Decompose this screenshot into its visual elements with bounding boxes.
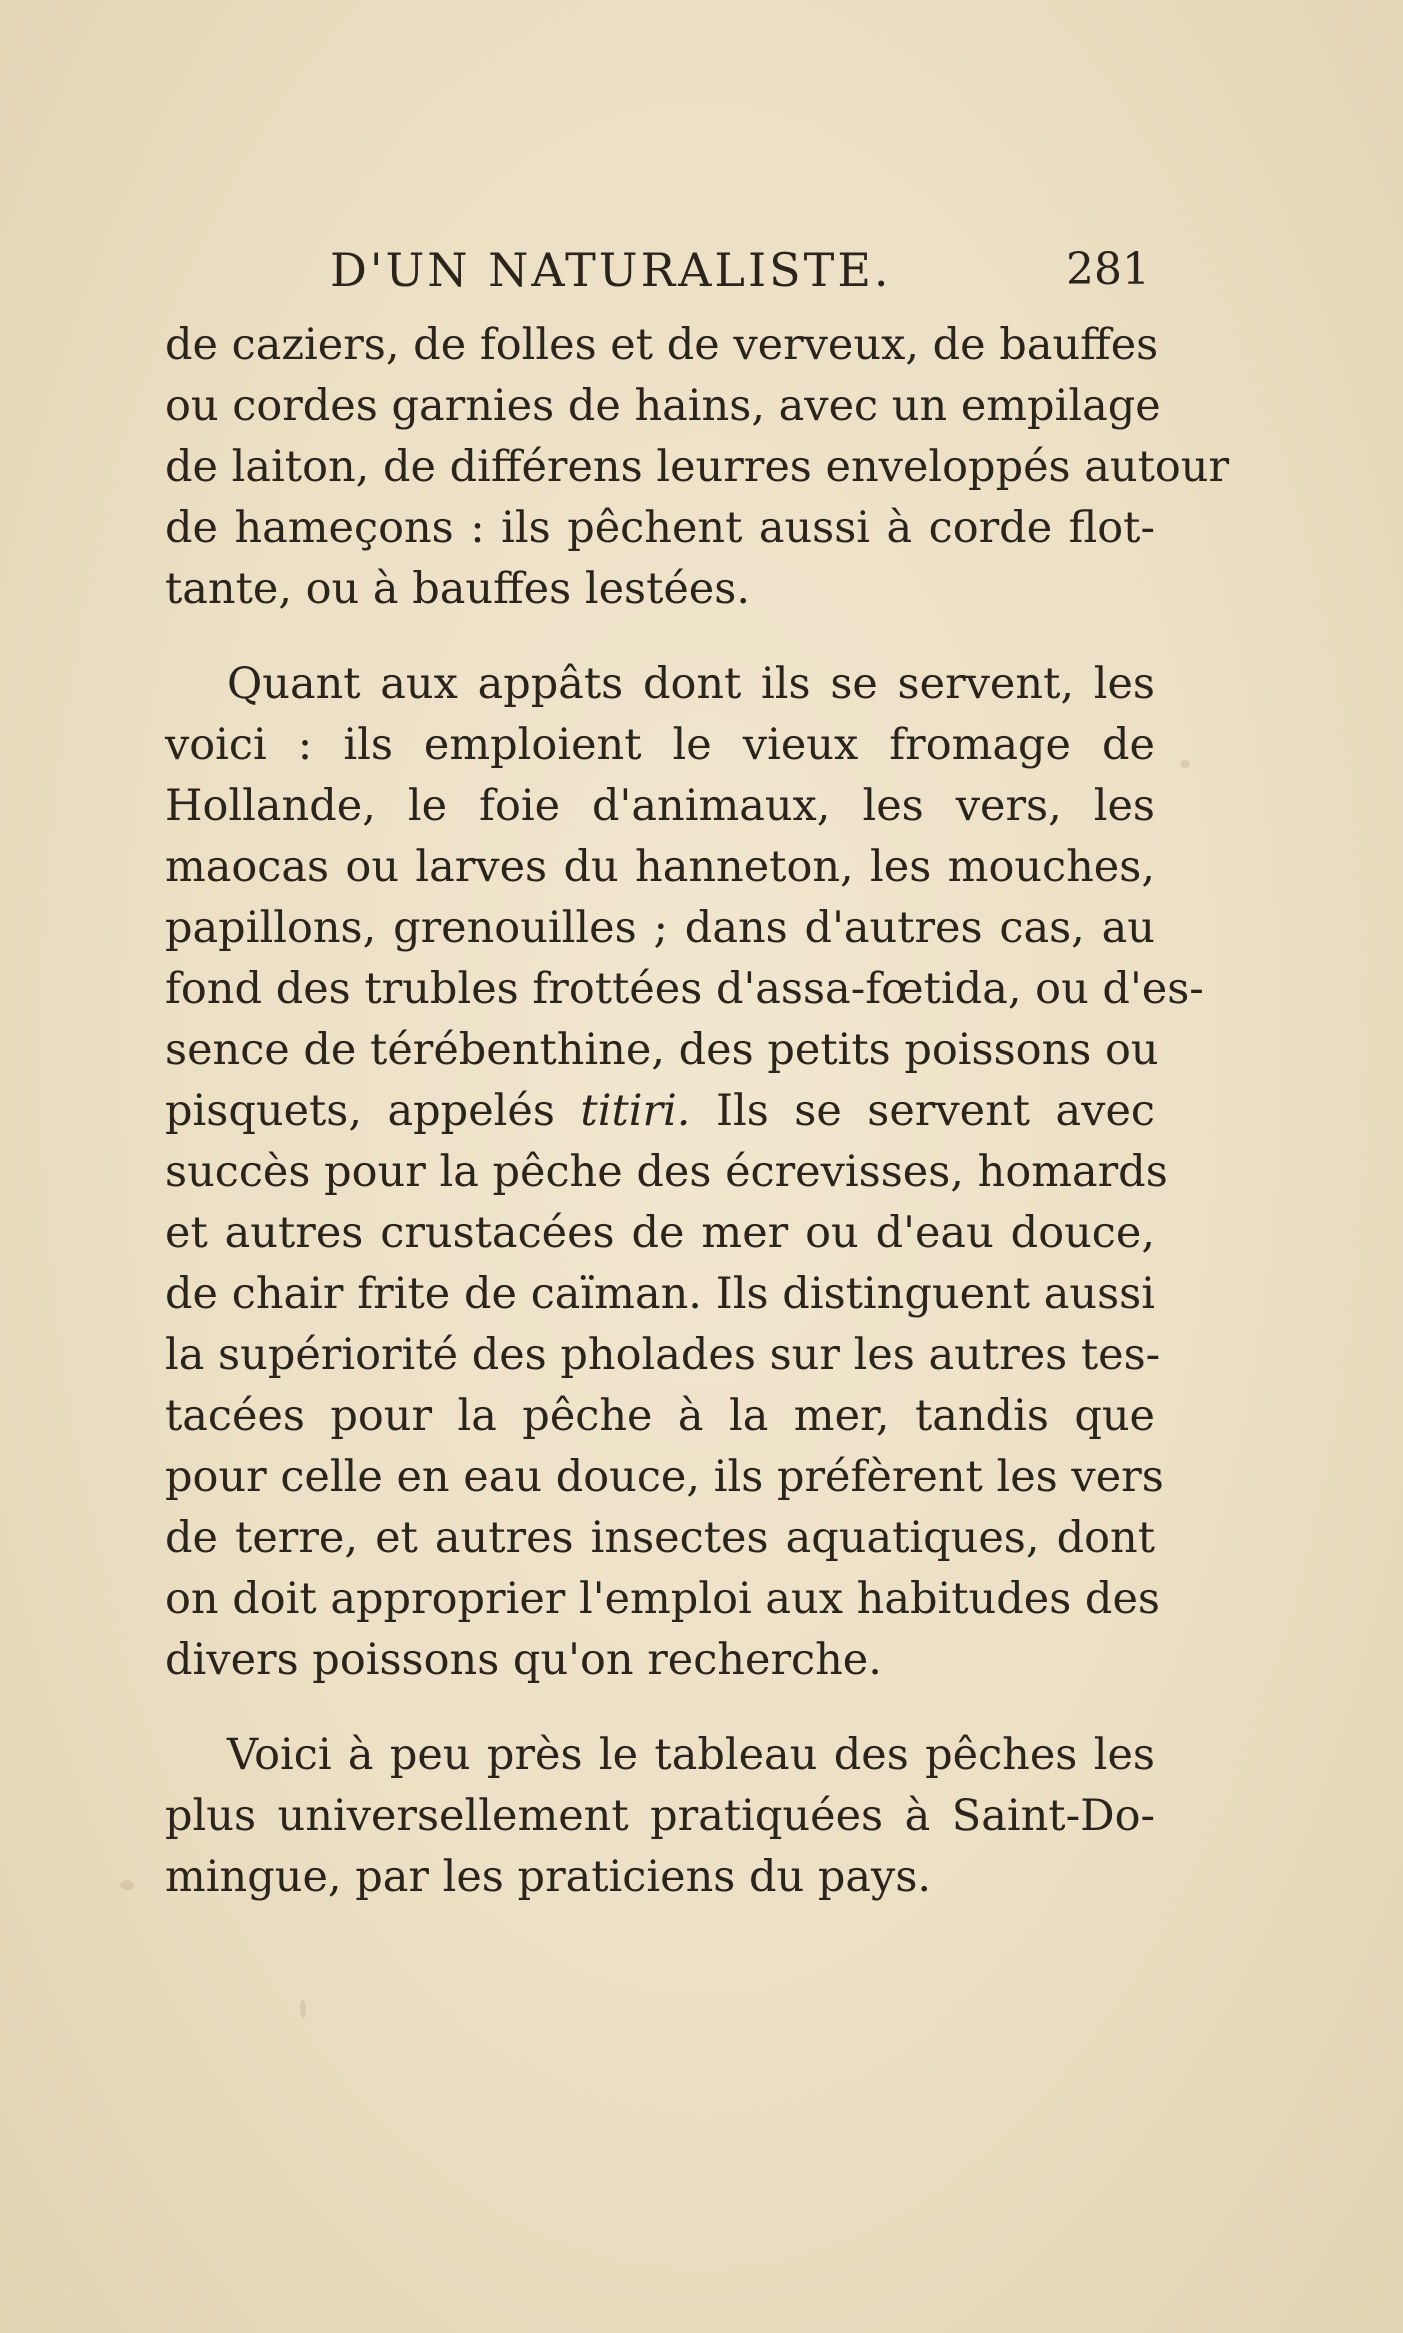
text-line: plus universellement pratiquées à Saint-Do- [165,1791,1155,1841]
text-line: Hollande, le foie d'animaux, les vers, les [165,781,1155,831]
text-line: tacées pour la pêche à la mer, tandis que [165,1391,1155,1441]
paragraph-2 [165,654,1204,1691]
text-line: papillons, grenouilles ; dans d'autres cas, au [165,903,1155,953]
italic-term: titiri. [580,1086,691,1136]
paragraph-3 [165,1725,1155,1908]
paper-stain [120,1880,134,1890]
page-number: 281 [1066,244,1150,295]
line-segment: pisquets, appelés [165,1086,555,1136]
page-header [330,240,1150,300]
text-line: de caziers, de folles et de verveux, de bauffes [165,320,1159,370]
running-head: D'UN NATURALISTE. [330,243,892,297]
text-line: Voici à peu près le tableau des pêches les [227,1730,1155,1780]
text-line: voici : ils emploient le vieux fromage de [165,720,1155,770]
text-line: pour celle en eau douce, ils préfèrent les vers [165,1452,1164,1502]
text-line: Quant aux appâts dont ils se servent, les [227,659,1155,709]
text-line: sence de térébenthine, des petits poissons ou [165,1025,1159,1075]
text-line: de hameçons : ils pêchent aussi à corde flot- [165,503,1155,553]
paragraph-1 [165,315,1230,620]
text-line: mingue, par les praticiens du pays. [165,1852,932,1902]
text-line: ou cordes garnies de hains, avec un empilage [165,381,1161,431]
text-line: la supériorité des pholades sur les autres tes- [165,1330,1161,1380]
text-line: succès pour la pêche des écrevisses, homards [165,1147,1168,1197]
body-text [165,315,1230,1908]
text-line: de terre, et autres insectes aquatiques, dont [165,1513,1155,1563]
paper-stain [300,2000,306,2018]
line-segment: Ils se servent avec [715,1086,1155,1136]
text-line: divers poissons qu'on recherche. [165,1635,882,1685]
paper-stain [1180,760,1190,768]
text-line-with-italic [165,1081,1155,1142]
text-line: de chair frite de caïman. Ils distinguent aussi [165,1269,1155,1319]
text-line: de laiton, de différens leurres enveloppés autour [165,442,1230,492]
text-line: et autres crustacées de mer ou d'eau douce, [165,1208,1155,1258]
text-line: maocas ou larves du hanneton, les mouches, [165,842,1155,892]
text-line: on doit approprier l'emploi aux habitudes des [165,1574,1160,1624]
text-line: tante, ou à bauffes lestées. [165,564,750,614]
text-line: fond des trubles frottées d'assa-fœtida, ou d'es- [165,964,1204,1014]
